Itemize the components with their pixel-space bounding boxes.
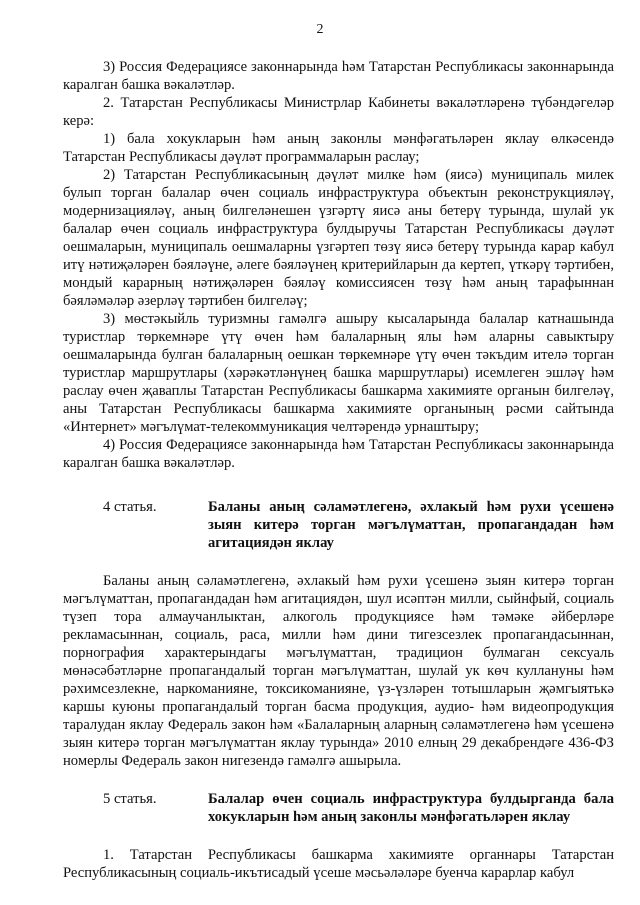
article-5-text: 1. Татарстан Республикасы башкарма хакимияте органнары Татарстан Республикасының социаль-икътисадый үсеше мәсьәләләре буенча карарлар кабул — [63, 847, 614, 881]
paragraph-cabinet-item-1: 1) бала хокукларын һәм аның законлы мәнфәгатьләрен яклау өлкәсендә Татарстан Республикасы дәүләт программаларын раслау; — [63, 131, 614, 165]
article-4-title: Баланы аның сәламәтлегенә, әхлакый һәм рухи үсешенә зыян китерә торган мәгълүматтан, пропагандадан һәм агитациядән яклау — [208, 499, 614, 551]
article-5-title: Балалар өчен социаль инфраструктура булдырганда бала хокукларын һәм аның законлы мәнфәгатьләрен яклау — [208, 791, 614, 825]
article-4-heading — [63, 498, 614, 552]
paragraph-cabinet-item-4: 4) Россия Федерациясе законнарында һәм Татарстан Республикасы законнарында каралган башка вәкаләтләр. — [63, 437, 614, 471]
article-5-number: 5 статья. — [103, 791, 157, 807]
paragraph-cabinet-powers: 2. Татарстан Республикасы Министрлар Кабинеты вәкаләтләренә түбәндәгеләр керә: — [63, 95, 614, 129]
article-4-text: Баланы аның сәламәтлегенә, әхлакый һәм рухи үсешенә зыян китерә торган мәгълүматтан, пропагандадан һәм агитациядән, шул исәптән милли, сыйнфый, социаль түзеп тора алмаучанлыктан, алкоголь продукциясе һәм тәмәке әйберләре рекламасыннан, социаль, раса, милли һәм дини тигезсезлек пропагандасыннан, порнография характерындагы мәгълүматтан, традицион булмаган сексуаль мөнәсәбәтләрне пропагандалый торган мәгълүматтан, шулай ук көч куллануны һәм рәхимсезлекне, наркоманияне, токсикоманияне, үз-үзләрен тотышларын җәмгыятькә каршы куюны пропагандалый торган басма продукция, аудио- һәм видеопродукция таралудан яклау Федераль закон һәм «Балаларның аларның сәламәтлегенә һәм үсешенә зыян китерә торган мәгълүматтан яклау турында» 2010 елның 29 декабрендәге 436-ФЗ номерлы Федераль закон нигезендә гамәлгә ашырыла. — [63, 573, 614, 769]
paragraph-cabinet-item-2: 2) Татарстан Республикасының дәүләт милке һәм (яисә) муниципаль милек булып торган балалар өчен социаль инфраструктура объектын реконструкцияләү, модернизацияләү, аның билгеләнешен үзгәртү яисә аны бетерү турында, шулай ук балалар өчен социаль инфраструктура булдыручы Татарстан Республикасы дәүләт оешмаларын, муниципаль оешмаларны үзгәртеп төзү яисә бетерү турында карар кабул итү нәтиҗәләрен бәяләүне, әлеге бәяләүнең критерийларын да кертеп, үткәрү тәртибен, мондый карарның нәтиҗәләрен бәяләү комиссиясен төзү һәм аның тарафыннан бәяләмәләр әзерләү тәртибен билгеләү; — [63, 167, 614, 309]
article-5-heading — [63, 790, 614, 826]
paragraph-cabinet-item-3: 3) мөстәкыйль туризмны гамәлгә ашыру кысаларында балалар катнашында туристлар төркемнәре үтү өчен һәм балаларның ялы һәм аларны савыктыру оешмаларында булган балаларның оешкан төркемнәре үтү өчен тәкъдим ителә торган туристлар маршрутлары (хәрәкәтләнүнең башка маршрутлары) исемлеген эшләү һәм раслау өчен җаваплы Татарстан Республикасы башкарма хакимияте органын билгеләү, аны Татарстан Республикасы башкарма хакимияте органының рәсми сайтында «Интернет» мәгълүмат-телекоммуникация челтәрендә урнаштыру; — [63, 311, 614, 435]
document-body — [63, 58, 614, 882]
article-4-number: 4 статья. — [103, 499, 157, 515]
page-number: 2 — [316, 22, 324, 37]
paragraph-powers-item-3: 3) Россия Федерациясе законнарында һәм Татарстан Республикасы законнарында каралган башка вәкаләтләр. — [63, 59, 614, 93]
